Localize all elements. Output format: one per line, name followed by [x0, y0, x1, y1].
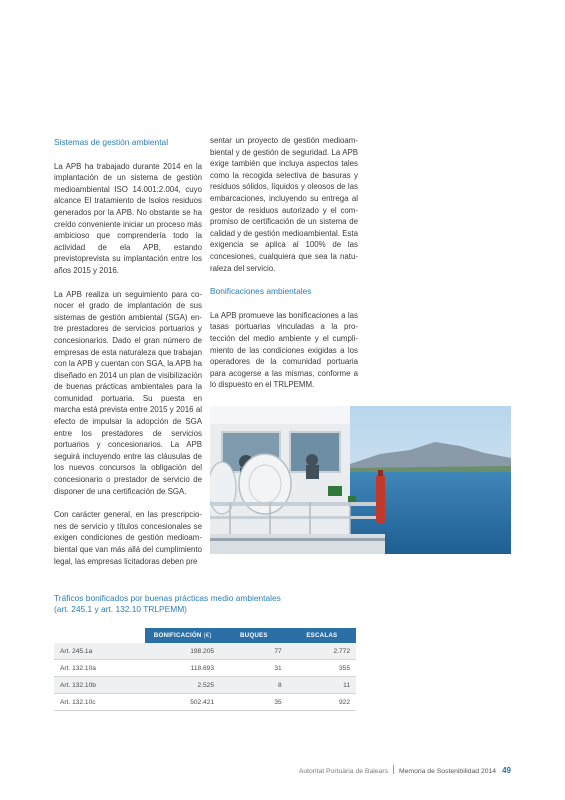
row-label: Art. 245.1a [54, 643, 145, 660]
cell-escalas: 355 [288, 660, 356, 677]
paragraph: Con carácter general, en las prescripciones de servicio y títulos concesionales se exigen condiciones de gestión medioambiental que van más allá del cumplimiento legal, las empresas licitadoras deben pre [54, 510, 202, 566]
paragraph: La APB realiza un seguimiento para conocer el grado de implantación de sus sistemas de gestión ambiental (SGA) entre prestadores de servicios portuarios y concesionarios. Dado el gran número de empresas de esta naturaleza que trabajan con la APB y cuentan con SGA, la APB ha diseñado en 2014 un plan de visibilización de buenas prácticas ambientales para la comunidad portuaria. Su puesta en marcha está prevista entre 2015 y 2016 al efecto de impulsar la adopción de SGA entre los prestadores de servicios portuarios y concesionarios. La APB seguirá incluyendo entre las cláusulas de los nuevos concursos la obligación del concesionario o prestador de servicio de disponer de una certificación de SGA. [54, 289, 202, 496]
footer-organization: Autoritat Portuària de Balears [298, 768, 388, 775]
table-title [54, 593, 374, 615]
paragraph: La APB ha trabajado durante 2014 en la implantación de un sistema de gestión medioambiental ISO 14.001:2.004, cuyo alcance El tratamiento de lsolos residuos generados por la APB. No obstante se ha creído conveniente iniciar un proceso más ambicioso que comprendería todo la actividad de ela APB, estando previstoprevista su implantación entre los años 2015 y 2016. [54, 161, 202, 275]
header-bonificacion [145, 628, 220, 643]
table-row [54, 677, 356, 694]
cell-buques: 31 [220, 660, 288, 677]
row-label: Art. 132.10c [54, 694, 145, 711]
row-label: Art. 132.10a [54, 660, 145, 677]
footer-report-title: Memoria de Sostenibilidad 2014 [398, 768, 497, 775]
cell-escalas: 11 [288, 677, 356, 694]
cell-bonificacion: 198.205 [145, 643, 220, 660]
paragraph: La APB promueve las bonificaciones a las tasas portuarias vinculadas a la protección del medio ambiente y el cumplimiento de las condiciones exigidas a los operadores de la comunidad portuaria para acogerse a las mismas, conforme a lo dispuesto en el TRLPEMM. [210, 310, 358, 390]
header-buques: BUQUES [220, 628, 288, 643]
table-row [54, 660, 356, 677]
page-footer [299, 765, 511, 775]
bonificaciones-table [54, 628, 356, 711]
cell-buques: 77 [220, 643, 288, 660]
right-column [210, 135, 358, 403]
cell-bonificacion: 502.421 [145, 694, 220, 711]
page-number: 49 [502, 766, 511, 775]
table-title-line-1: Tráficos bonificados por buenas prácticas medio ambientales [54, 593, 281, 603]
header-bonificacion-label: BONIFICACIÓN [153, 632, 202, 639]
cell-buques: 8 [220, 677, 288, 694]
header-empty [54, 628, 145, 643]
left-column [54, 135, 202, 579]
header-bonificacion-unit: (€) [203, 632, 212, 639]
cell-bonificacion: 118.693 [145, 660, 220, 677]
footer-divider [393, 765, 394, 774]
table-header-row [54, 628, 356, 643]
cell-escalas: 922 [288, 694, 356, 711]
cell-escalas: 2.772 [288, 643, 356, 660]
section-heading-sga: Sistemas de gestión ambiental [54, 137, 169, 147]
ship-photo [210, 406, 511, 554]
table-row [54, 643, 356, 660]
section-heading-bonificaciones: Bonificaciones ambientales [210, 286, 312, 297]
cell-buques: 35 [220, 694, 288, 711]
paragraph: sentar un proyecto de gestión medioambiental y de gestión de seguridad. La APB exige también que incluya aspectos tales como la recogida selectiva de basuras y residuos sólidos, líquidos y oleosos de las embarcaciones, incluyendo su entrega al gestor de residuos autorizado y el compromiso de certificación de un sistema de calidad y de gestión medioambiental. Esta exigencia se aplica al 100% de las concesiones, cualquiera que sea la naturaleza del servicio. [210, 136, 358, 273]
table-row [54, 694, 356, 711]
header-escalas: ESCALAS [288, 628, 356, 643]
row-label: Art. 132.10b [54, 677, 145, 694]
cell-bonificacion: 2.525 [145, 677, 220, 694]
table-title-line-2: (art. 245.1 y art. 132.10 TRLPEMM) [54, 604, 187, 614]
